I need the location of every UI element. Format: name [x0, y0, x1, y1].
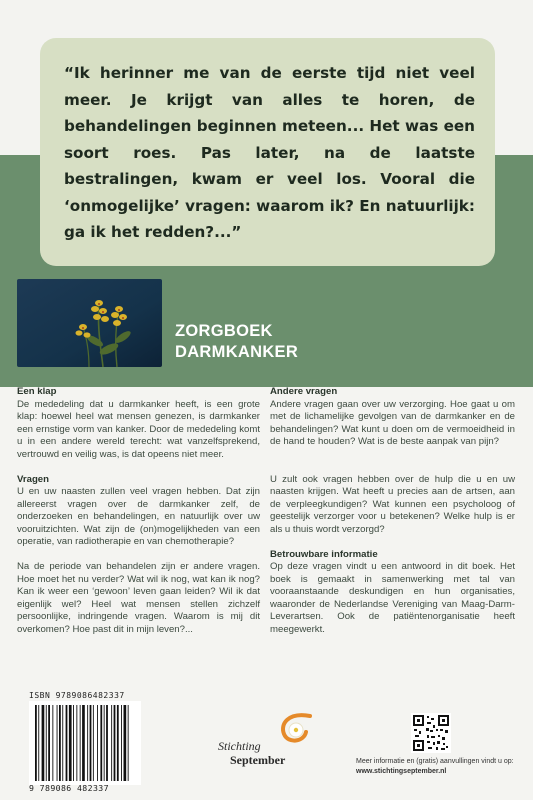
barcode	[29, 701, 141, 785]
heading-andere-vragen: Andere vragen	[270, 386, 338, 397]
quote-text: “Ik herinner me van de eerste tijd niet veel meer. Je krijgt van alles te horen, de behandelingen beginnen meteen... Het was een soort roes. Pas later, na de laatste bestralingen, kwam er veel los. Vooral die ‘onmogelijke’ vragen: waarom ik? En natuurlijk: ga ik het redden?...”	[64, 64, 475, 241]
text-hulp: U zult ook vragen hebben over de hulp die u en uw naasten krijgen. Wat heeft u precies aan de artsen, aan de verpleegkundigen? Wat kunnen een psycholoog of geestelijk verzorger voor u betekenen? Welke hulp is er als u thuis wordt verzorgd?	[270, 473, 515, 535]
text-vragen: U en uw naasten zullen veel vragen hebben. Dat zijn allereerst vragen over de darmkanker zelf, de onderzoeken en behandelingen, en natuurlijk over uw vooruitzichten. Wat zijn de (on)mogelijkheden van een operatie, van radiotherapie en van chemotherapie?	[17, 486, 260, 547]
heading-vragen: Vragen	[17, 473, 49, 485]
text-andere-vragen: Andere vragen gaan over uw verzorging. Hoe gaat u om met de lichamelijke gevolgen van de darmkanker en de behandelingen? Wat kunt u doen om de vermoeidheid in de hand te houden? Wat is de beste aanpak van pijn?	[270, 398, 515, 447]
more-info	[356, 757, 514, 776]
spacer	[270, 461, 515, 474]
website-link[interactable]: www.stichtingseptember.nl	[356, 767, 447, 775]
text-betrouwbare-informatie: Op deze vragen vindt u een antwoord in dit boek. Het boek is gemaakt in samenwerking met tal van vooraanstaande deskundigen en hun organisaties, waaronder de Nederlandse Vereniging van Maag-Darm-Leverartsen. Ook de patiëntenorganisatie heeft meegewerkt.	[270, 561, 515, 635]
book-title-line1: ZORGBOEK	[175, 322, 273, 340]
isbn-digits: 9 789086 482337	[29, 783, 109, 793]
book-title-line2: DARMKANKER	[175, 343, 299, 361]
book-title	[175, 321, 298, 363]
publisher-line1: Stichting	[218, 739, 261, 753]
text-een-klap: De mededeling dat u darmkanker heeft, is een grote klap: hoewel heel wat mensen genezen, is darmkanker een ernstige vorm van kanker. Door de mededeling komt u in een andere wereld terecht: wat vanzelfsprekend, vertrouwd en veilig was, is dat opeens niet meer.	[17, 398, 260, 460]
more-info-text: Meer informatie en (gratis) aanvullingen vindt u op:	[356, 758, 514, 765]
left-column	[17, 386, 260, 649]
right-column	[270, 386, 515, 649]
heading-betrouwbare-informatie: Betrouwbare informatie	[270, 548, 378, 560]
quote-box	[40, 38, 495, 266]
isbn-label: ISBN 9789086482337	[29, 691, 125, 700]
qr-code-icon	[411, 713, 451, 753]
heading-een-klap: Een klap	[17, 386, 57, 397]
publisher-line2: September	[230, 753, 286, 767]
text-periode: Na de periode van behandelen zijn er andere vragen. Hoe moet het nu verder? Wat wil ik nog, wat kan ik nog? Kan ik weer een ‘gewoon’ leven gaan leiden? Wil ik dat eigenlijk wel? Heel wat mensen stellen zichzelf persoonlijke, indringende vragen. Waarom is mij dit overkomen? Hoe past dit in mijn leven?...	[17, 561, 260, 635]
flower-photo	[17, 279, 162, 367]
